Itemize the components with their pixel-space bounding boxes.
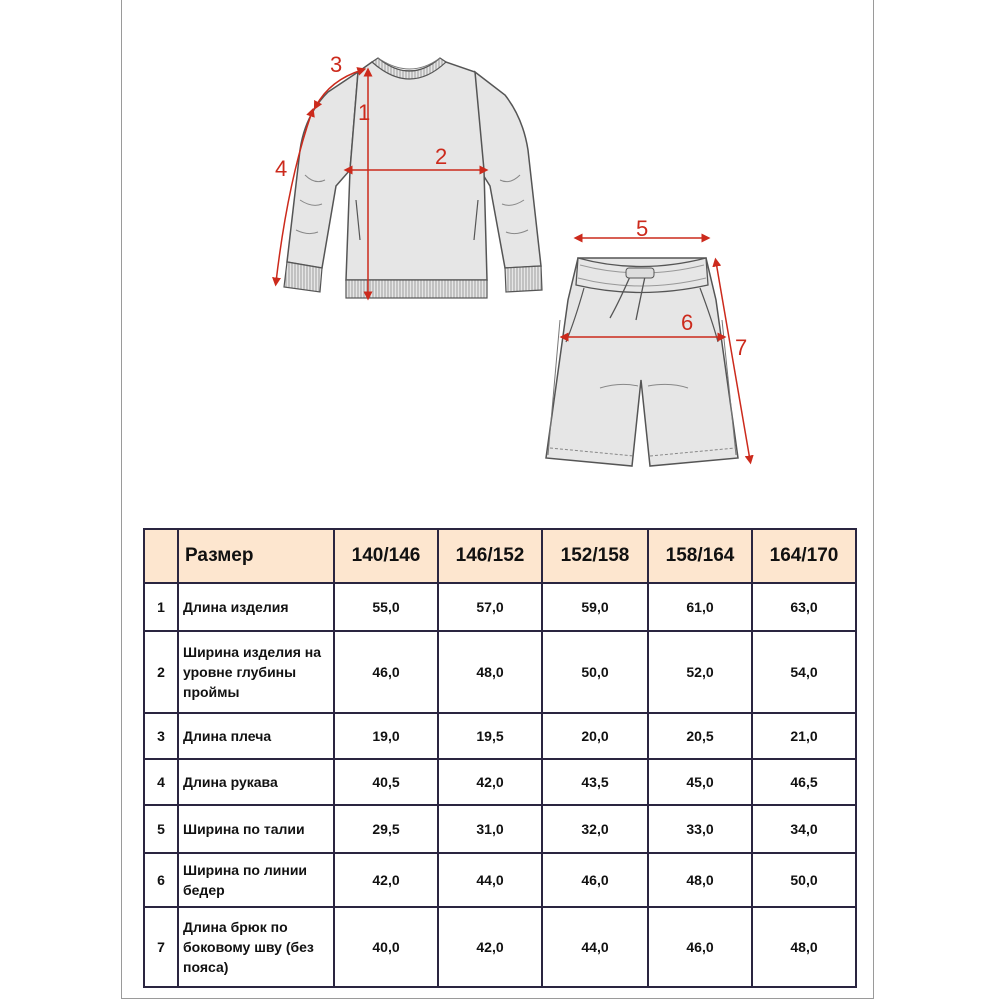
header-empty-cell <box>144 529 178 583</box>
table-row <box>144 759 856 805</box>
sweatshirt-drawing <box>276 58 542 298</box>
table-row <box>144 713 856 759</box>
row-value: 21,0 <box>752 713 856 759</box>
row-value: 19,0 <box>334 713 438 759</box>
table-row <box>144 631 856 713</box>
row-value: 33,0 <box>648 805 752 853</box>
row-index: 2 <box>144 631 178 713</box>
row-value: 59,0 <box>542 583 648 631</box>
measure-label-1: 1 <box>358 100 371 125</box>
row-index: 5 <box>144 805 178 853</box>
row-value: 57,0 <box>438 583 542 631</box>
row-value: 43,5 <box>542 759 648 805</box>
row-value: 63,0 <box>752 583 856 631</box>
row-measurement-name: Ширина по линии бедер <box>178 853 334 907</box>
table-row <box>144 853 856 907</box>
row-measurement-name: Ширина по талии <box>178 805 334 853</box>
row-value: 48,0 <box>752 907 856 987</box>
table-row <box>144 907 856 987</box>
row-value: 61,0 <box>648 583 752 631</box>
size-table-header <box>144 529 856 583</box>
row-index: 7 <box>144 907 178 987</box>
row-value: 54,0 <box>752 631 856 713</box>
row-value: 42,0 <box>334 853 438 907</box>
row-value: 20,0 <box>542 713 648 759</box>
row-value: 19,5 <box>438 713 542 759</box>
size-table <box>143 528 857 988</box>
measure-label-2: 2 <box>435 144 448 169</box>
row-value: 29,5 <box>334 805 438 853</box>
row-measurement-name: Длина брюк по боковому шву (без пояса) <box>178 907 334 987</box>
shorts-drawing <box>546 238 750 466</box>
row-index: 4 <box>144 759 178 805</box>
row-value: 46,0 <box>334 631 438 713</box>
measure-label-3: 3 <box>330 52 343 77</box>
row-measurement-name: Длина рукава <box>178 759 334 805</box>
row-index: 3 <box>144 713 178 759</box>
row-measurement-name: Длина изделия <box>178 583 334 631</box>
row-value: 46,5 <box>752 759 856 805</box>
row-value: 55,0 <box>334 583 438 631</box>
measure-label-6: 6 <box>681 310 694 335</box>
row-measurement-name: Длина плеча <box>178 713 334 759</box>
row-value: 52,0 <box>648 631 752 713</box>
row-value: 46,0 <box>542 853 648 907</box>
row-value: 40,0 <box>334 907 438 987</box>
header-size-label: Размер <box>178 529 334 583</box>
table-row <box>144 583 856 631</box>
measure-label-7: 7 <box>735 335 748 360</box>
row-value: 44,0 <box>542 907 648 987</box>
row-value: 50,0 <box>542 631 648 713</box>
header-size-3: 158/164 <box>648 529 752 583</box>
row-value: 31,0 <box>438 805 542 853</box>
header-size-4: 164/170 <box>752 529 856 583</box>
measure-label-5: 5 <box>636 216 649 241</box>
row-value: 32,0 <box>542 805 648 853</box>
row-value: 50,0 <box>752 853 856 907</box>
row-index: 1 <box>144 583 178 631</box>
row-value: 34,0 <box>752 805 856 853</box>
row-index: 6 <box>144 853 178 907</box>
row-value: 48,0 <box>648 853 752 907</box>
table-row <box>144 805 856 853</box>
row-value: 40,5 <box>334 759 438 805</box>
header-size-0: 140/146 <box>334 529 438 583</box>
header-size-2: 152/158 <box>542 529 648 583</box>
row-value: 45,0 <box>648 759 752 805</box>
row-value: 46,0 <box>648 907 752 987</box>
row-value: 48,0 <box>438 631 542 713</box>
header-size-1: 146/152 <box>438 529 542 583</box>
measure-label-4: 4 <box>275 156 288 181</box>
size-table-body <box>144 583 856 987</box>
row-value: 44,0 <box>438 853 542 907</box>
header-row <box>144 529 856 583</box>
row-value: 42,0 <box>438 907 542 987</box>
row-value: 20,5 <box>648 713 752 759</box>
row-value: 42,0 <box>438 759 542 805</box>
row-measurement-name: Ширина изделия на уровне глубины проймы <box>178 631 334 713</box>
